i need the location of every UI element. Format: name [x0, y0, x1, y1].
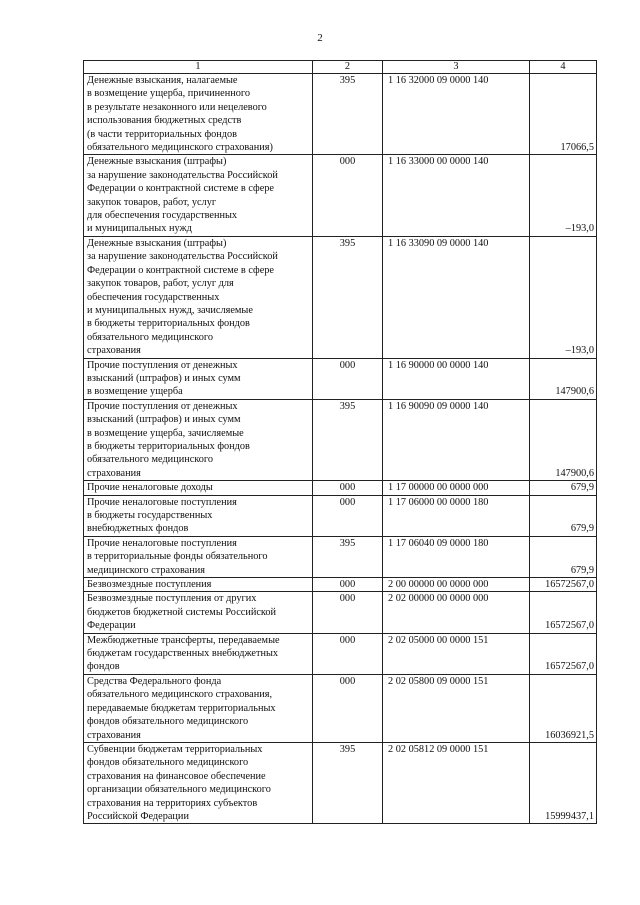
- row-description: Денежные взыскания (штрафы) за нарушение законодательства Российской Федерации о контрактной системе в сфере закупок товаров, работ, услуг для обеспечения государственных и муниципальных нужд: [84, 155, 313, 236]
- row-description: Прочие поступления от денежных взысканий (штрафов) и иных сумм в возмещение ущерба: [84, 358, 313, 399]
- row-amount: 147900,6: [530, 399, 597, 480]
- table-row: [84, 592, 597, 633]
- row-description: Прочие поступления от денежных взысканий (штрафов) и иных сумм в возмещение ущерба, зачисляемые в бюджеты территориальных фондов обязательного медицинского страхования: [84, 399, 313, 480]
- row-budget-code: 1 17 00000 00 0000 000: [383, 481, 530, 495]
- table-row: [84, 74, 597, 155]
- row-description: Безвозмездные поступления от других бюджетов бюджетной системы Российской Федерации: [84, 592, 313, 633]
- row-amount: –193,0: [530, 236, 597, 358]
- row-amount: 679,9: [530, 481, 597, 495]
- row-budget-code: 2 02 00000 00 0000 000: [383, 592, 530, 633]
- table-row: [84, 633, 597, 674]
- row-budget-code: 1 16 90090 09 0000 140: [383, 399, 530, 480]
- table-row: [84, 536, 597, 577]
- row-admin-code: 395: [313, 399, 383, 480]
- row-amount: 16572567,0: [530, 578, 597, 592]
- table-row: [84, 155, 597, 236]
- row-admin-code: 000: [313, 495, 383, 536]
- table-row: [84, 578, 597, 592]
- row-budget-code: 1 16 32000 09 0000 140: [383, 74, 530, 155]
- row-amount: 147900,6: [530, 358, 597, 399]
- column-header-2: 2: [313, 61, 383, 74]
- row-budget-code: 1 16 33090 09 0000 140: [383, 236, 530, 358]
- row-budget-code: 2 00 00000 00 0000 000: [383, 578, 530, 592]
- table-row: [84, 674, 597, 742]
- row-amount: 15999437,1: [530, 742, 597, 823]
- row-budget-code: 1 16 90000 00 0000 140: [383, 358, 530, 399]
- row-admin-code: 000: [313, 358, 383, 399]
- page-number: 2: [317, 32, 323, 44]
- table-row: [84, 236, 597, 358]
- column-header-3: 3: [383, 61, 530, 74]
- row-admin-code: 000: [313, 578, 383, 592]
- row-description: Прочие неналоговые доходы: [84, 481, 313, 495]
- row-description: Безвозмездные поступления: [84, 578, 313, 592]
- row-admin-code: 395: [313, 236, 383, 358]
- row-amount: 16572567,0: [530, 592, 597, 633]
- row-description: Денежные взыскания, налагаемые в возмещение ущерба, причиненного в результате незаконного или нецелевого использования бюджетных средств (в части территориальных фондов обязательного медицинского страхования): [84, 74, 313, 155]
- table-row: [84, 742, 597, 823]
- table-row: [84, 399, 597, 480]
- row-description: Субвенции бюджетам территориальных фондов обязательного медицинского страхования на финансовое обеспечение организации обязательного медицинского страхования на территориях субъектов Российской Федерации: [84, 742, 313, 823]
- row-amount: 679,9: [530, 536, 597, 577]
- row-admin-code: 395: [313, 536, 383, 577]
- row-amount: 679,9: [530, 495, 597, 536]
- row-description: Средства Федерального фонда обязательного медицинского страхования, передаваемые бюджетам территориальных фондов обязательного медицинского страхования: [84, 674, 313, 742]
- revenue-table: [83, 60, 597, 824]
- row-amount: 16036921,5: [530, 674, 597, 742]
- row-admin-code: 000: [313, 592, 383, 633]
- row-amount: 16572567,0: [530, 633, 597, 674]
- header-row: [84, 61, 597, 74]
- row-budget-code: 2 02 05000 00 0000 151: [383, 633, 530, 674]
- table-row: [84, 495, 597, 536]
- row-admin-code: 000: [313, 155, 383, 236]
- row-description: Денежные взыскания (штрафы) за нарушение законодательства Российской Федерации о контрактной системе в сфере закупок товаров, работ, услуг для обеспечения государственных и муниципальных нужд, зачисляемые в бюджеты территориальных фондов обязательного медицинского страхования: [84, 236, 313, 358]
- row-budget-code: 1 16 33000 00 0000 140: [383, 155, 530, 236]
- row-description: Прочие неналоговые поступления в бюджеты государственных внебюджетных фондов: [84, 495, 313, 536]
- row-amount: 17066,5: [530, 74, 597, 155]
- row-budget-code: 2 02 05812 09 0000 151: [383, 742, 530, 823]
- table-row: [84, 358, 597, 399]
- row-description: Межбюджетные трансферты, передаваемые бюджетам государственных внебюджетных фондов: [84, 633, 313, 674]
- row-budget-code: 1 17 06040 09 0000 180: [383, 536, 530, 577]
- row-budget-code: 2 02 05800 09 0000 151: [383, 674, 530, 742]
- row-admin-code: 000: [313, 633, 383, 674]
- row-budget-code: 1 17 06000 00 0000 180: [383, 495, 530, 536]
- row-amount: –193,0: [530, 155, 597, 236]
- row-admin-code: 000: [313, 674, 383, 742]
- column-header-1: 1: [84, 61, 313, 74]
- row-admin-code: 395: [313, 74, 383, 155]
- row-admin-code: 000: [313, 481, 383, 495]
- column-header-4: 4: [530, 61, 597, 74]
- table-row: [84, 481, 597, 495]
- row-admin-code: 395: [313, 742, 383, 823]
- row-description: Прочие неналоговые поступления в территориальные фонды обязательного медицинского страхования: [84, 536, 313, 577]
